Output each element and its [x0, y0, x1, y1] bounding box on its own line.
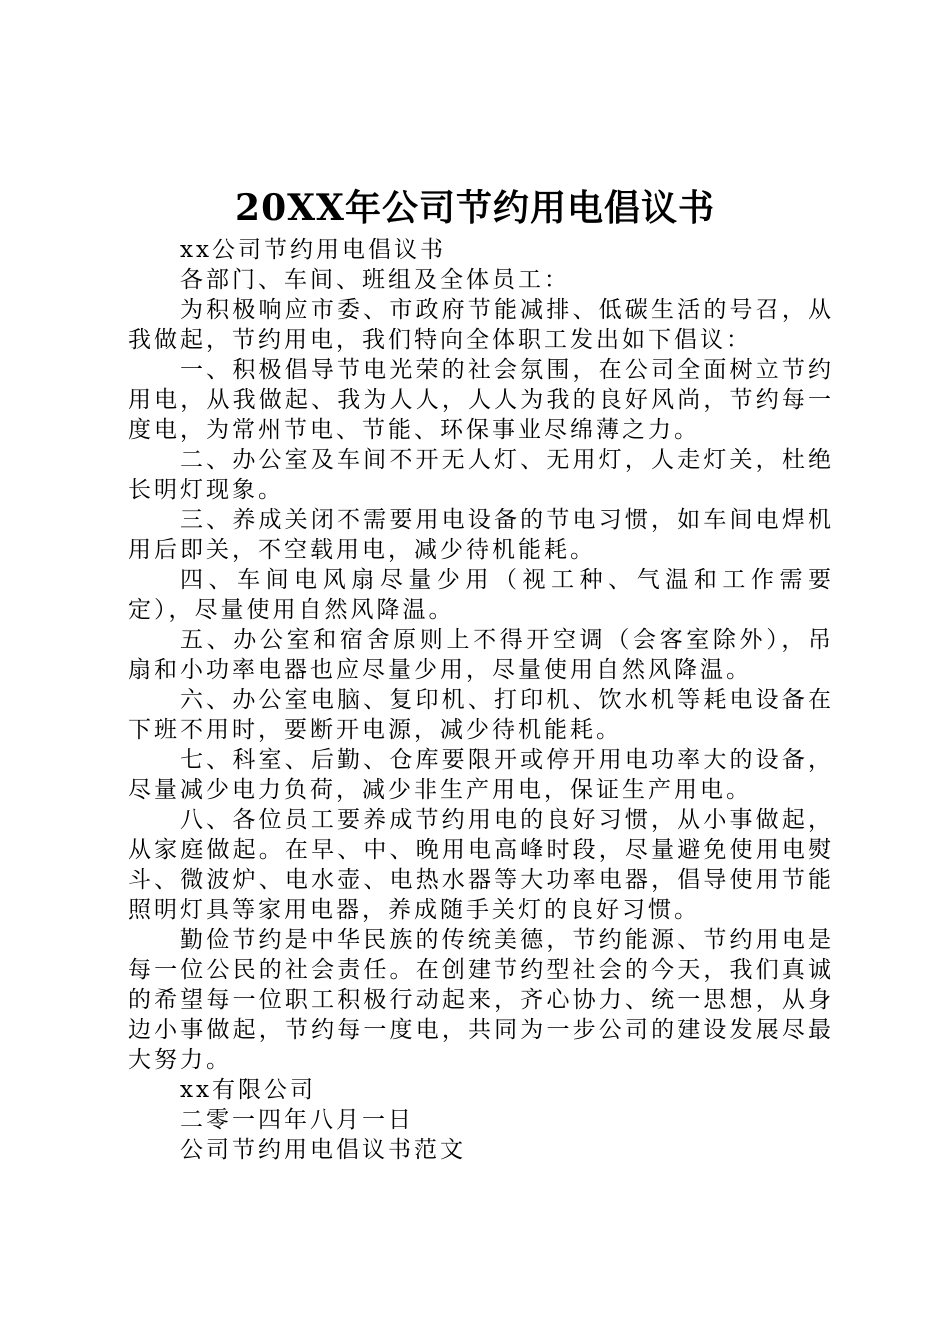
- document-body: [128, 235, 834, 1165]
- proposal-item: 二、办公室及车间不开无人灯、无用灯，人走灯关，杜绝长明灯现象。: [128, 447, 834, 503]
- heading-line: xx公司节约用电倡议书: [180, 237, 446, 263]
- proposal-item: 五、办公室和宿舍原则上不得开空调（会客室除外），吊扇和小功率电器也应尽量少用，尽量使用自然风降温。: [128, 627, 834, 683]
- proposal-item: 三、养成关闭不需要用电设备的节电习惯，如车间电焊机用后即关，不空载用电，减少待机能耗。: [128, 507, 834, 563]
- proposal-item: 六、办公室电脑、复印机、打印机、饮水机等耗电设备在下班不用时，要断开电源，减少待机能耗。: [128, 687, 834, 743]
- proposal-item: 八、各位员工要养成节约用电的良好习惯，从小事做起，从家庭做起。在早、中、晚用电高峰时段，尽量避免使用电熨斗、微波炉、电水壶、电热水器等大功率电器，倡导使用节能照明灯具等家用电器，养成随手关灯的良好习惯。: [128, 807, 834, 923]
- document-title: 20XX年公司节约用电倡议书: [235, 187, 715, 229]
- next-section-heading: 公司节约用电倡议书范文: [180, 1137, 466, 1163]
- signature-company: xx有限公司: [180, 1077, 316, 1103]
- signature-date: 二零一四年八月一日: [180, 1107, 414, 1133]
- proposal-item: 一、积极倡导节电光荣的社会氛围，在公司全面树立节约用电，从我做起、我为人人，人人为我的良好风尚，节约每一度电，为常州节电、节能、环保事业尽绵薄之力。: [128, 357, 834, 443]
- proposal-item: 四、车间电风扇尽量少用（视工种、气温和工作需要定），尽量使用自然风降温。: [128, 567, 834, 623]
- proposal-item: 七、科室、后勤、仓库要限开或停开用电功率大的设备，尽量减少电力负荷，减少非生产用电，保证生产用电。: [128, 747, 834, 803]
- closing-paragraph: 勤俭节约是中华民族的传统美德，节约能源、节约用电是每一位公民的社会责任。在创建节约型社会的今天，我们真诚的希望每一位职工积极行动起来，齐心协力、统一思想，从身边小事做起，节约每一度电，共同为一步公司的建设发展尽最大努力。: [128, 927, 834, 1073]
- salutation: 各部门、车间、班组及全体员工：: [180, 267, 570, 293]
- intro-paragraph: 为积极响应市委、市政府节能减排、低碳生活的号召，从我做起，节约用电，我们特向全体职工发出如下倡议：: [128, 297, 834, 353]
